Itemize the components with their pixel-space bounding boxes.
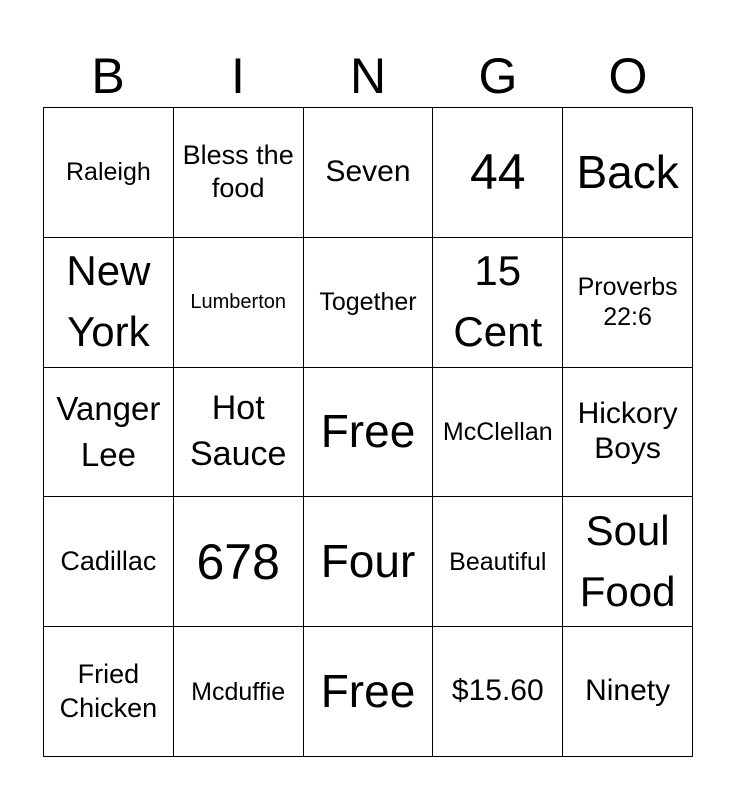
bingo-cell-r4-c0[interactable] xyxy=(44,627,174,757)
bingo-cell-r3-c0[interactable] xyxy=(44,497,174,627)
header-letter-o: O xyxy=(608,48,648,104)
cell-text: Together xyxy=(319,288,417,317)
cell-text: 15 Cent xyxy=(453,247,543,356)
bingo-cell-r2-c0[interactable] xyxy=(44,368,174,498)
bingo-cell-r1-c2[interactable] xyxy=(304,238,434,368)
bingo-cell-r3-c1[interactable] xyxy=(174,497,304,627)
bingo-cell-r0-c3[interactable] xyxy=(433,108,563,238)
header-letter-i: I xyxy=(231,48,245,104)
bingo-cell-r0-c2[interactable] xyxy=(304,108,434,238)
cell-text: 44 xyxy=(469,144,526,201)
bingo-cell-r1-c4[interactable] xyxy=(563,238,693,368)
cell-text: Seven xyxy=(325,155,411,189)
cell-text: Free xyxy=(320,664,416,717)
bingo-cell-r1-c0[interactable] xyxy=(44,238,174,368)
bingo-cell-r3-c4[interactable] xyxy=(563,497,693,627)
cell-text: Mcduffie xyxy=(191,677,286,706)
cell-text: Free xyxy=(320,405,416,458)
bingo-cell-r4-c2[interactable] xyxy=(304,627,434,757)
cell-text: New York xyxy=(66,247,151,356)
cell-text: Hot Sauce xyxy=(189,389,287,473)
cell-text: Lumberton xyxy=(190,291,286,314)
cell-text: Bless the food xyxy=(182,139,294,204)
bingo-header xyxy=(43,44,693,108)
bingo-cell-r4-c1[interactable] xyxy=(174,627,304,757)
bingo-cell-r0-c0[interactable] xyxy=(44,108,174,238)
cell-text: Fried Chicken xyxy=(59,658,158,723)
cell-text: Vanger Lee xyxy=(56,389,161,473)
cell-text: Raleigh xyxy=(66,158,151,187)
bingo-cell-r4-c4[interactable] xyxy=(563,627,693,757)
bingo-cell-r2-c3[interactable] xyxy=(433,368,563,498)
header-letter-n: N xyxy=(349,48,387,104)
bingo-cell-r0-c4[interactable] xyxy=(563,108,693,238)
cell-text: Beautiful xyxy=(449,547,547,576)
bingo-cell-r2-c4[interactable] xyxy=(563,368,693,498)
header-letter-g: G xyxy=(478,48,518,104)
bingo-cell-r0-c1[interactable] xyxy=(174,108,304,238)
cell-text: Back xyxy=(576,145,679,198)
cell-text: 678 xyxy=(196,533,280,590)
cell-text: Hickory Boys xyxy=(577,397,678,465)
bingo-cell-r3-c2[interactable] xyxy=(304,497,434,627)
cell-text: Ninety xyxy=(585,674,671,708)
header-letter-b: B xyxy=(91,48,125,104)
cell-text: Soul Food xyxy=(579,506,676,615)
bingo-cell-r1-c1[interactable] xyxy=(174,238,304,368)
bingo-cell-r4-c3[interactable] xyxy=(433,627,563,757)
cell-text: $15.60 xyxy=(451,674,544,708)
cell-text: Four xyxy=(320,534,416,587)
bingo-cell-r1-c3[interactable] xyxy=(433,238,563,368)
bingo-cell-r2-c1[interactable] xyxy=(174,368,304,498)
bingo-cell-r3-c3[interactable] xyxy=(433,497,563,627)
bingo-card-grid xyxy=(43,107,693,757)
cell-text: Cadillac xyxy=(60,545,157,576)
bingo-cell-r2-c2[interactable] xyxy=(304,368,434,498)
cell-text: McClellan xyxy=(442,417,553,446)
cell-text: Proverbs 22:6 xyxy=(577,273,678,332)
